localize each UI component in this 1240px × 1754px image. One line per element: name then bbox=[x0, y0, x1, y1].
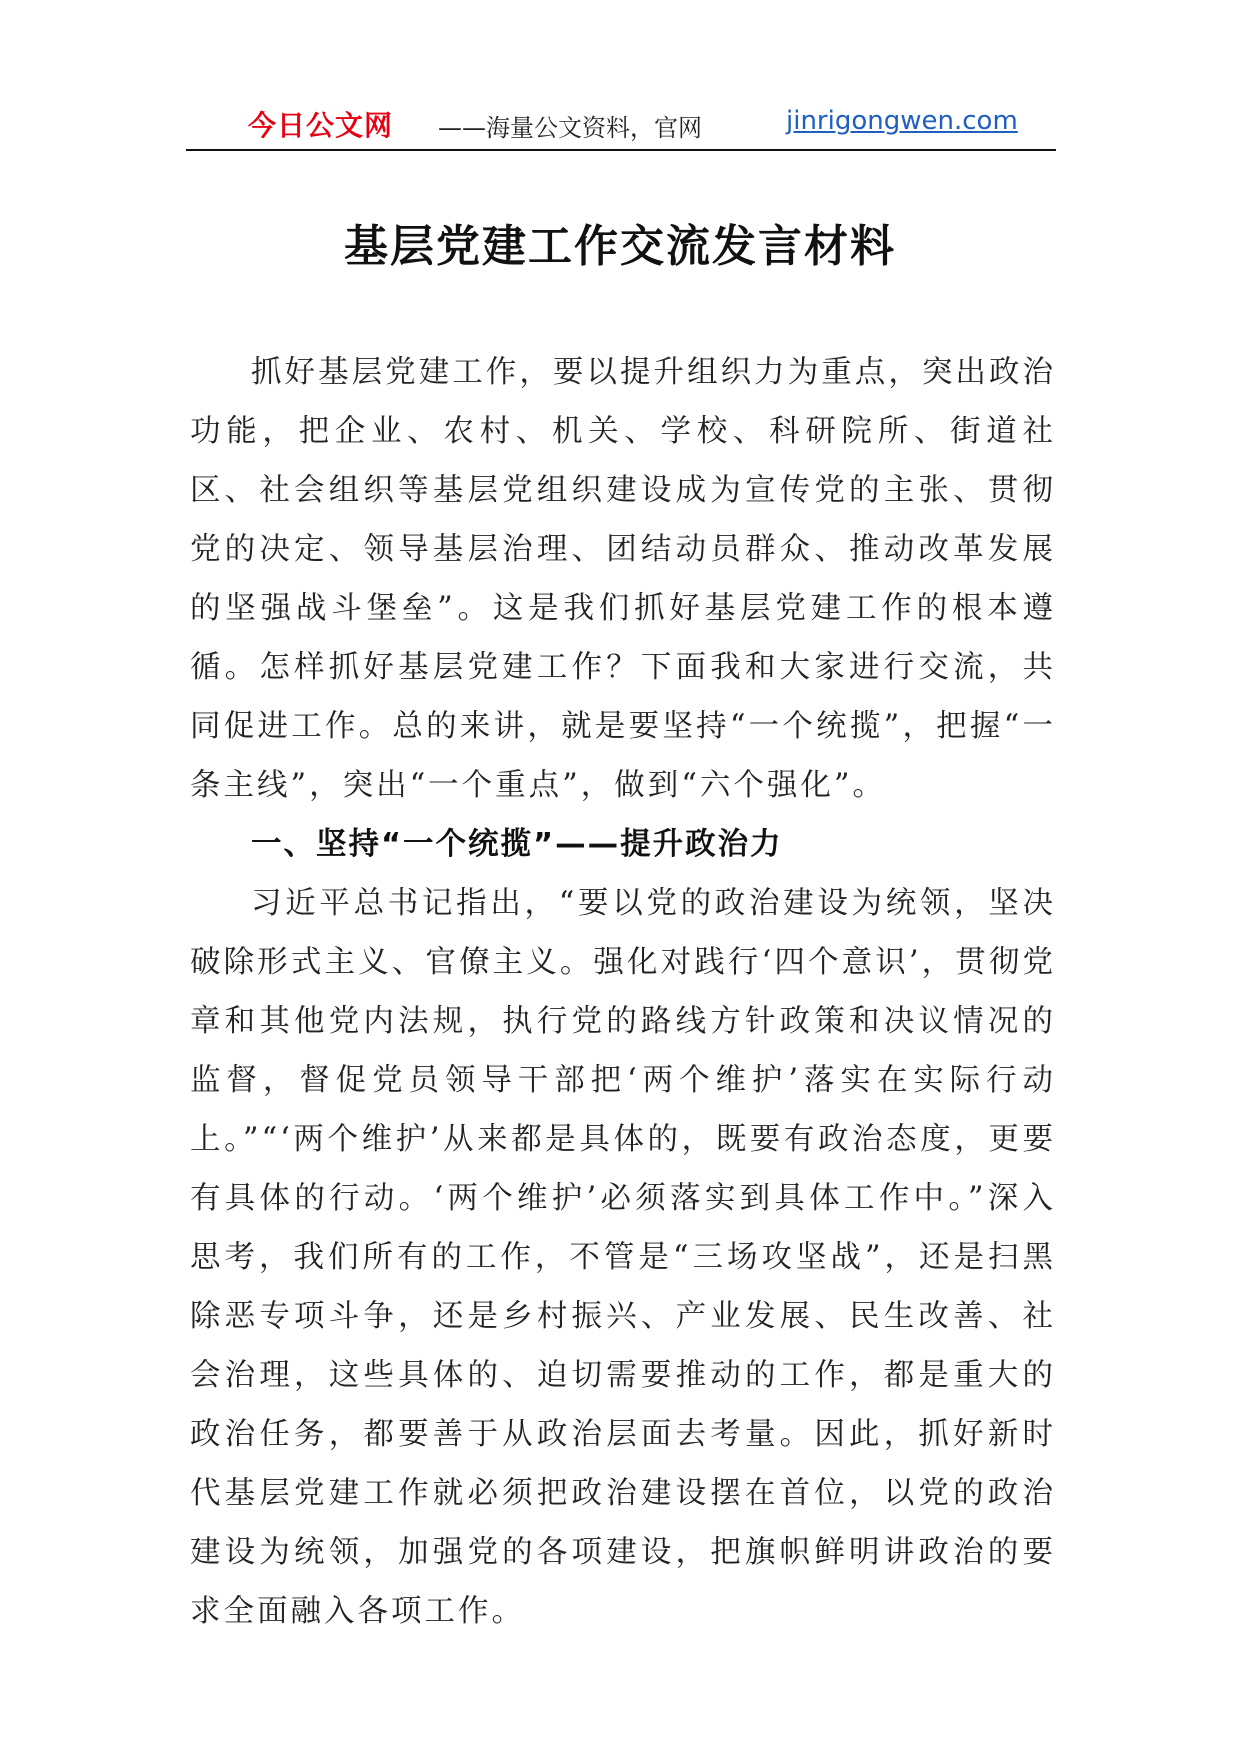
site-url-link[interactable]: jinrigongwen.com bbox=[786, 106, 1018, 136]
document-body bbox=[190, 343, 1056, 1641]
paragraph: 习近平总书记指出，“要以党的政治建设为统领，坚决破除形式主义、官僚主义。强化对践行‘四个意识’，贯彻党章和其他党内法规，执行党的路线方针政策和决议情况的监督，督促党员领导干部把‘两个维护’落实在实际行动上。”“‘两个维护’从来都是具体的，既要有政治态度，更要有具体的行动。‘两个维护’必须落实到具体工作中。”深入思考，我们所有的工作，不管是“三场攻坚战”，还是扫黑除恶专项斗争，还是乡村振兴、产业发展、民生改善、社会治理，这些具体的、迫切需要推动的工作，都是重大的政治任务，都要善于从政治层面去考量。因此，抓好新时代基层党建工作就必须把政治建设摆在首位，以党的政治建设为统领，加强党的各项建设，把旗帜鲜明讲政治的要求全面融入各项工作。 bbox=[190, 886, 1056, 1629]
header-divider bbox=[186, 149, 1056, 151]
document-title: 基层党建工作交流发言材料 bbox=[344, 221, 896, 272]
site-header bbox=[186, 104, 1056, 148]
paragraph: 抓好基层党建工作，要以提升组织力为重点，突出政治功能，把企业、农村、机关、学校、科研院所、街道社区、社会组织等基层党组织建设成为宣传党的主张、贯彻党的决定、领导基层治理、团结动员群众、推动改革发展的坚强战斗堡垒”。这是我们抓好基层党建工作的根本遵循。怎样抓好基层党建工作？下面我和大家进行交流，共同促进工作。总的来讲，就是要坚持“一个统揽”，把握“一条主线”，突出“一个重点”，做到“六个强化”。 bbox=[190, 355, 1056, 803]
site-tagline: ——海量公文资料，官网 bbox=[438, 114, 702, 142]
site-name: 今日公文网 bbox=[248, 109, 394, 142]
section-heading: 一、坚持“一个统揽”——提升政治力 bbox=[251, 827, 783, 862]
